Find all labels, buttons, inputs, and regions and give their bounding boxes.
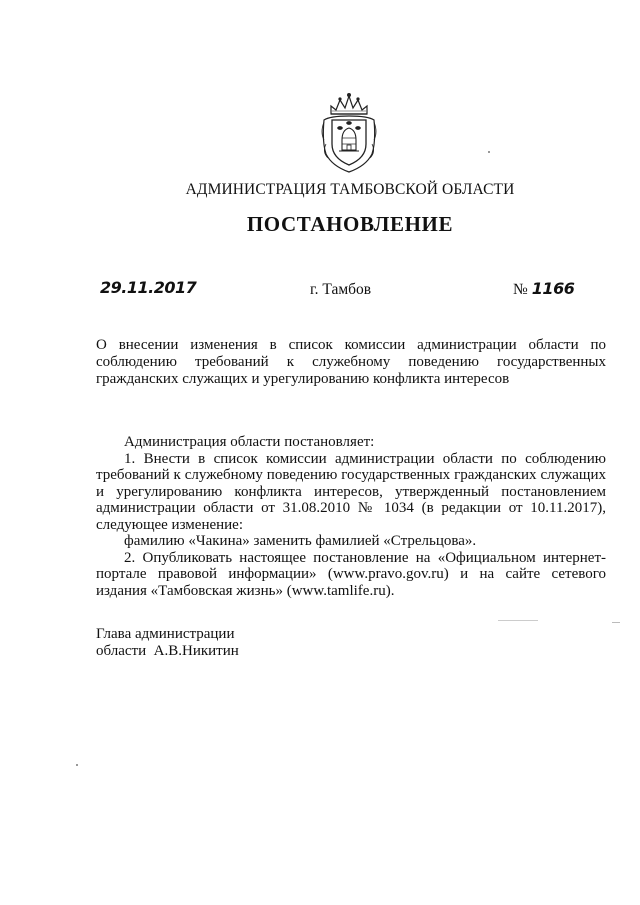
city-label: г. Тамбов [310,281,372,298]
handwritten-number: 1166 [531,279,575,298]
body-item-1: 1. Внести в список комиссии администрации области по соблюдению требований к служебному поведению государственных гражданских служащих и урегулированию конфликта интересов, утвержденный постановлением администрации области от 31.08.2010 № 1034 (в редакции от 10.11.2017), следующее изменение: [96,450,606,533]
scan-speck [498,620,538,621]
handwritten-date: 29.11.2017 [100,278,197,297]
scan-speck [76,764,78,766]
signature-position-line-2 [96,643,239,660]
body-item-1-change: фамилию «Чакина» заменить фамилией «Стрельцова». [124,533,477,549]
document-type-heading: ПОСТАНОВЛЕНИЕ [246,212,454,236]
document-subject: О внесении изменения в список комиссии администрации области по соблюдению требований к служебному поведению государственных гражданских служащих и урегулированию конфликта интересов [96,337,606,387]
tambov-coat-of-arms-icon [318,92,380,174]
signature-position-region: области [96,642,147,659]
body-intro: Администрация области постановляет: [124,434,375,450]
document-body [96,434,606,599]
signature-block [96,626,239,659]
scan-speck [488,151,490,153]
organization-title: АДМИНИСТРАЦИЯ ТАМБОВСКОЙ ОБЛАСТИ [185,181,515,198]
signature-position-line-1: Глава администрации [96,626,235,642]
scan-speck [612,622,620,623]
signature-name: А.В.Никитин [153,642,239,659]
document-number [513,279,574,299]
body-item-2: 2. Опубликовать настоящее постановление на «Официальном интернет-портале правовой информации» (www.pravo.gov.ru) и на сайте сетевого издания «Тамбовская жизнь» (www.tamlife.ru). [96,549,606,599]
number-sign: № [513,281,528,298]
